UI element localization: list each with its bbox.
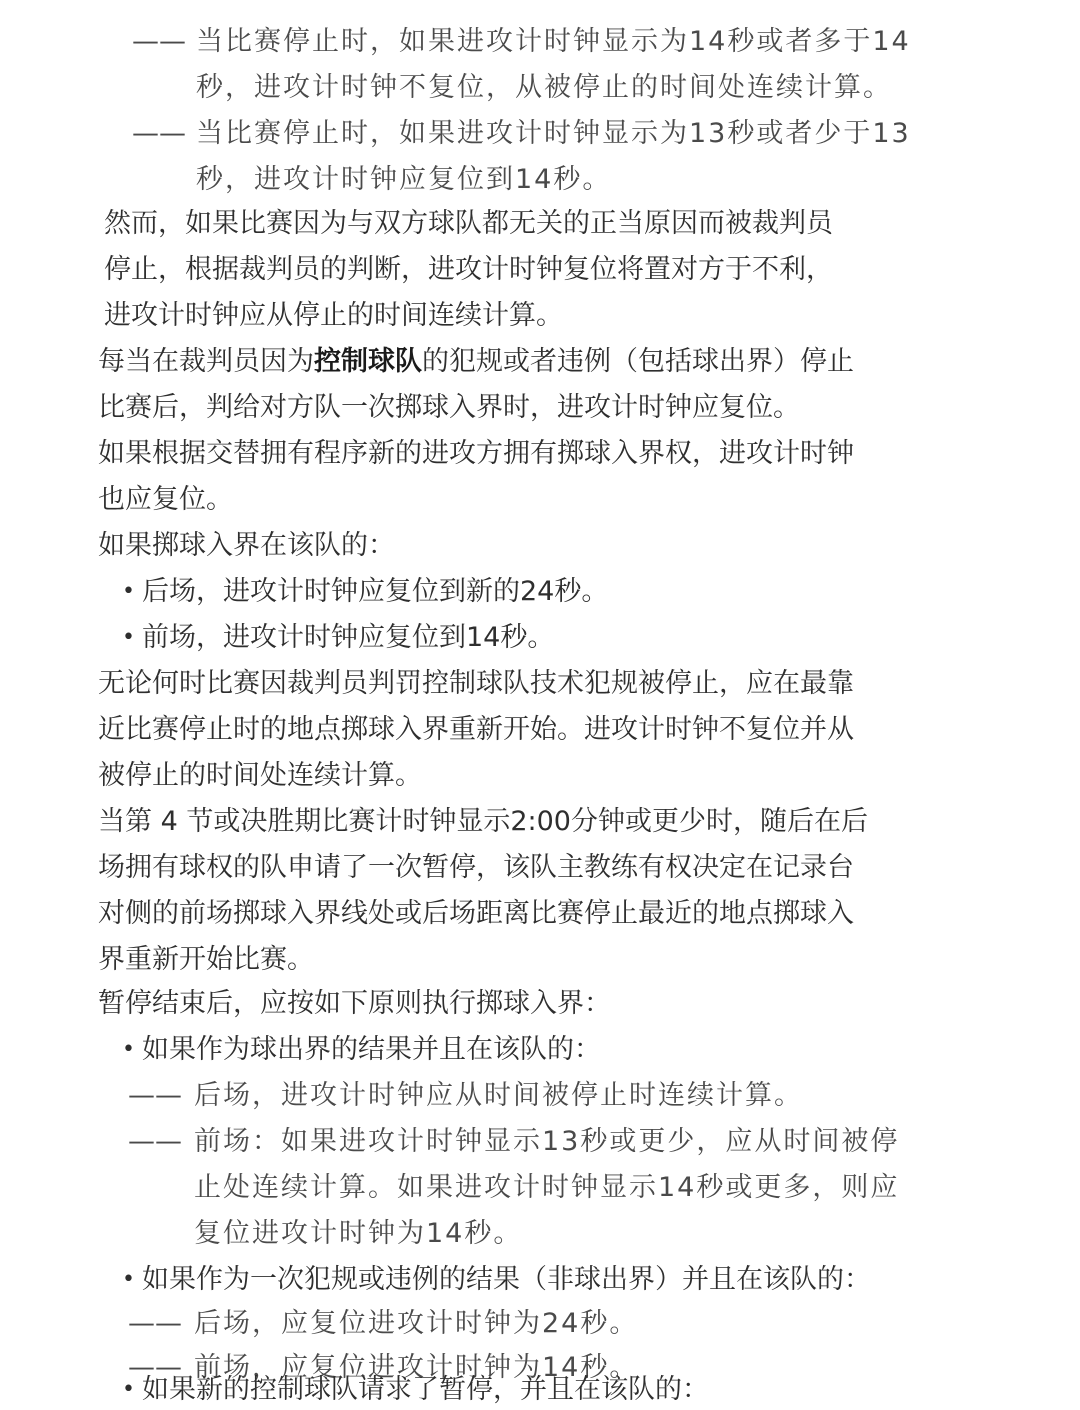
- paragraph-line: 对侧的前场掷球入界线处或后场距离比赛停止最近的地点掷球入: [98, 898, 854, 929]
- paragraph-line-mixed: [98, 342, 854, 382]
- sub-list-item: 复位进攻计时钟为14秒。: [194, 1218, 523, 1249]
- text-run: 的犯规或者违例（包括球出界）停止: [422, 346, 854, 377]
- paragraph-line: 当比赛停止时，如果进攻计时钟显示为14秒或者多于14: [196, 26, 911, 57]
- paragraph-line: 近比赛停止时的地点掷球入界重新开始。进攻计时钟不复位并从: [98, 714, 854, 745]
- sub-list-item: 前场，应复位进攻计时钟为14秒。: [194, 1352, 639, 1383]
- dash-marker: ——: [128, 1352, 182, 1383]
- dash-marker: ——: [128, 1080, 182, 1111]
- paragraph-line: 秒，进攻计时钟应复位到14秒。: [196, 164, 612, 195]
- dash-marker: ——: [132, 118, 186, 149]
- bold-term: 控制球队: [314, 346, 422, 377]
- paragraph-line: 界重新开始比赛。: [98, 944, 314, 975]
- list-item: 前场，进攻计时钟应复位到14秒。: [142, 622, 555, 653]
- dash-marker: ——: [128, 1126, 182, 1157]
- paragraph-line: 秒，进攻计时钟不复位，从被停止的时间处连续计算。: [196, 72, 892, 103]
- sub-list-item: 后场，进攻计时钟应从时间被停止时连续计算。: [194, 1080, 803, 1111]
- list-item: 后场，进攻计时钟应复位到新的24秒。: [142, 576, 609, 607]
- paragraph-line: 如果根据交替拥有程序新的进攻方拥有掷球入界权，进攻计时钟: [98, 438, 854, 469]
- paragraph-line: 场拥有球权的队申请了一次暂停，该队主教练有权决定在记录台: [98, 852, 854, 883]
- sub-list-item: 后场，应复位进攻计时钟为24秒。: [194, 1308, 639, 1339]
- sub-list-item: 止处连续计算。如果进攻计时钟显示14秒或更多，则应: [194, 1172, 900, 1203]
- bullet-marker: •: [122, 1267, 135, 1292]
- bullet-marker: •: [122, 1377, 135, 1402]
- paragraph-line: 比赛后，判给对方队一次掷球入界时，进攻计时钟应复位。: [98, 392, 800, 423]
- list-item: 如果作为一次犯规或违例的结果（非球出界）并且在该队的：: [142, 1264, 871, 1295]
- bullet-marker: •: [122, 579, 135, 604]
- paragraph-line: 如果掷球入界在该队的：: [98, 530, 395, 561]
- dash-marker: ——: [128, 1308, 182, 1339]
- paragraph-line: 被停止的时间处连续计算。: [98, 760, 422, 791]
- paragraph-line: 停止，根据裁判员的判断，进攻计时钟复位将置对方于不利，: [104, 254, 833, 285]
- sub-list-item: 前场：如果进攻计时钟显示13秒或更少，应从时间被停: [194, 1126, 900, 1157]
- paragraph-line: 也应复位。: [98, 484, 233, 515]
- paragraph-line: 当比赛停止时，如果进攻计时钟显示为13秒或者少于13: [196, 118, 911, 149]
- paragraph-line: 当第 4 节或决胜期比赛计时钟显示2:00分钟或更少时，随后在后: [98, 806, 868, 837]
- dash-marker: ——: [132, 26, 186, 57]
- paragraph-line: 无论何时比赛因裁判员判罚控制球队技术犯规被停止，应在最靠: [98, 668, 854, 699]
- list-item: 如果作为球出界的结果并且在该队的：: [142, 1034, 601, 1065]
- paragraph-line: 进攻计时钟应从停止的时间连续计算。: [104, 300, 563, 331]
- bullet-marker: •: [122, 625, 135, 650]
- bullet-marker: •: [122, 1037, 135, 1062]
- paragraph-line: 然而，如果比赛因为与双方球队都无关的正当原因而被裁判员: [104, 208, 833, 239]
- text-run: 每当在裁判员因为: [98, 346, 314, 377]
- paragraph-line: 暂停结束后，应按如下原则执行掷球入界：: [98, 988, 611, 1019]
- list-item: 如果新的控制球队请求了暂停，并且在该队的：: [142, 1374, 709, 1405]
